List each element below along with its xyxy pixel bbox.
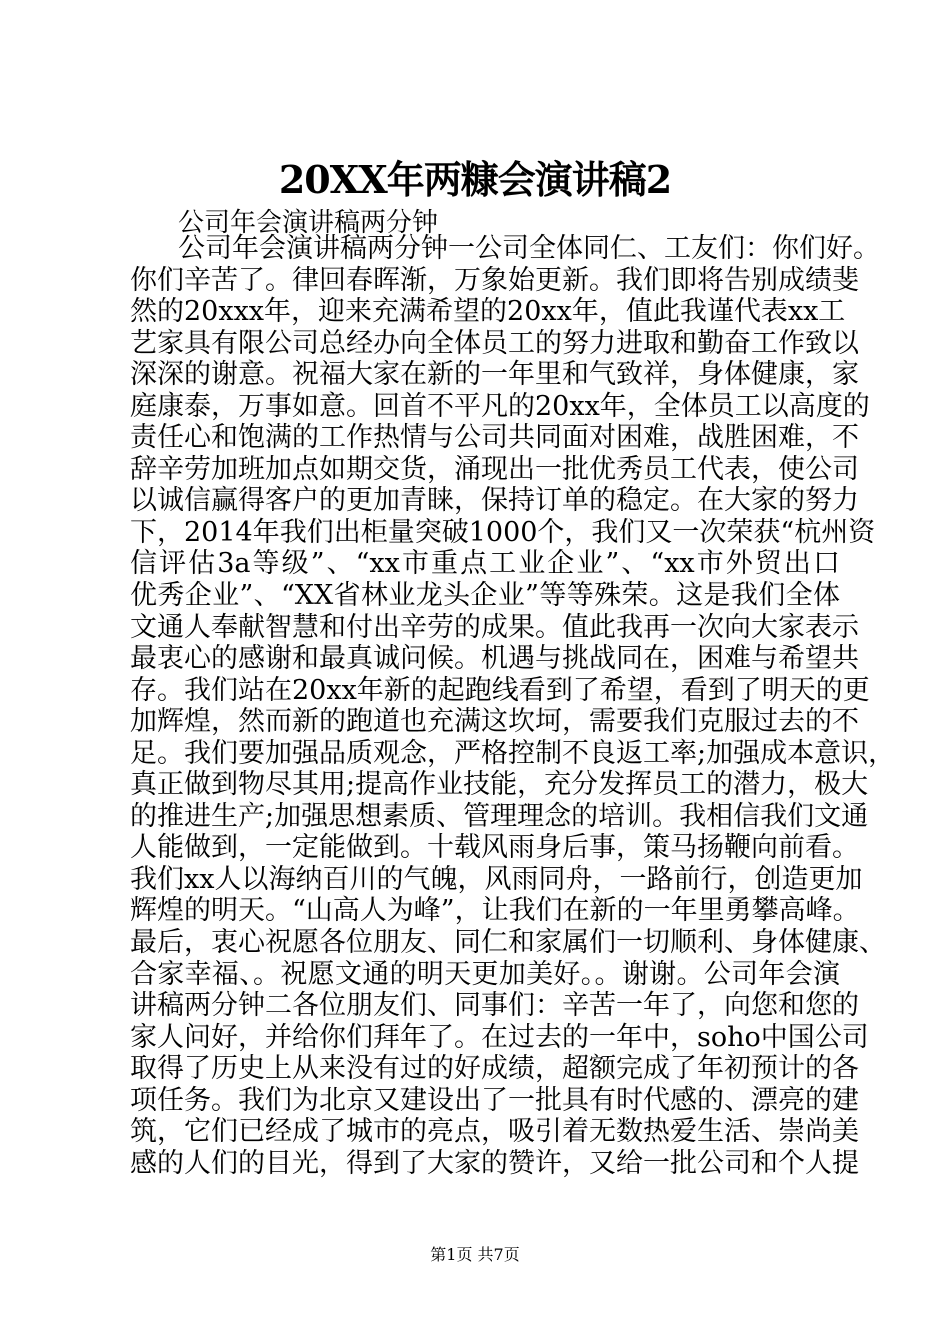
text-line: 家人问好，并给你们拜年了。在过去的一年中，soho中国公司 (130, 1021, 869, 1053)
text-line: 加辉煌，然而新的跑道也充满这坎坷，需要我们克服过去的不 (130, 706, 859, 738)
text-line: 合家幸福、。祝愿文通的明天更加美好。。谢谢。公司年会演 (130, 958, 840, 990)
text-line: 深深的谢意。祝福大家在新的一年里和气致祥，身体健康，家 (130, 359, 859, 391)
text-line: 真正做到物尽其用;提高作业技能，充分发挥员工的潜力，极大 (130, 769, 869, 801)
text-line: 文通人奉献智慧和付出辛劳的成果。值此我再一次向大家表示 (130, 611, 859, 643)
text-line: 感的人们的目光，得到了大家的赞许，又给一批公司和个人提 (130, 1147, 859, 1179)
text-line: 信评估3a等级”、“xx市重点工业企业”、“xx市外贸出口 (130, 548, 840, 580)
text-line: 筑，它们已经成了城市的亮点，吸引着无数热爱生活、崇尚美 (130, 1116, 859, 1148)
page-indicator: 第1页 共7页 (430, 1245, 520, 1264)
text-line: 人能做到，一定能做到。十载风雨身后事，策马扬鞭向前看。 (130, 832, 859, 864)
text-line: 公司年会演讲稿两分钟一公司全体同仁、工友们：你们好。 (178, 233, 880, 264)
text-line: 你们辛苦了。律回春晖渐，万象始更新。我们即将告别成绩斐 (130, 264, 859, 296)
text-line: 讲稿两分钟二各位朋友们、同事们：辛苦一年了，向您和您的 (130, 990, 859, 1022)
text-line: 取得了历史上从来没有过的好成绩，超额完成了年初预计的各 (130, 1053, 859, 1085)
document-title: 20XX年两糠会演讲稿2 (278, 157, 672, 202)
text-line: 足。我们要加强品质观念，严格控制不良返工率;加强成本意识， (130, 737, 896, 769)
text-line: 以诚信赢得客户的更加青睐，保持订单的稳定。在大家的努力 (130, 485, 859, 517)
text-line: 然的20xxx年，迎来充满希望的20xx年，值此我谨代表xx工 (130, 296, 846, 328)
document-subheading: 公司年会演讲稿两分钟 (178, 208, 439, 238)
text-line: 最后，衷心祝愿各位朋友、同仁和家属们一切顺利、身体健康、 (130, 927, 886, 959)
text-line: 的推进生产;加强思想素质、管理理念的培训。我相信我们文通 (130, 800, 869, 832)
text-line: 庭康泰，万事如意。回首不平凡的20xx年，全体员工以高度的 (130, 390, 870, 422)
text-line: 辉煌的明天。“山高人为峰”，让我们在新的一年里勇攀高峰。 (130, 895, 860, 927)
text-line: 我们xx人以海纳百川的气魄，风雨同舟，一路前行，创造更加 (130, 863, 863, 895)
text-line: 艺家具有限公司总经办向全体员工的努力进取和勤奋工作致以 (130, 327, 859, 359)
text-line: 辞辛劳加班加点如期交货，涌现出一批优秀员工代表，使公司 (130, 453, 859, 485)
text-line: 下，2014年我们出柜量突破1000个，我们又一次荣获“杭州资 (130, 516, 876, 548)
text-line: 最衷心的感谢和最真诚问候。机遇与挑战同在，困难与希望共 (130, 643, 859, 675)
document-body (130, 233, 896, 1179)
text-line: 项任务。我们为北京又建设出了一批具有时代感的、漂亮的建 (130, 1084, 859, 1116)
text-line: 存。我们站在20xx年新的起跑线看到了希望，看到了明天的更 (130, 674, 870, 706)
text-line: 责任心和饱满的工作热情与公司共同面对困难，战胜困难，不 (130, 422, 859, 454)
text-line: 优秀企业”、“XX省林业龙头企业”等等殊荣。这是我们全体 (130, 580, 840, 612)
